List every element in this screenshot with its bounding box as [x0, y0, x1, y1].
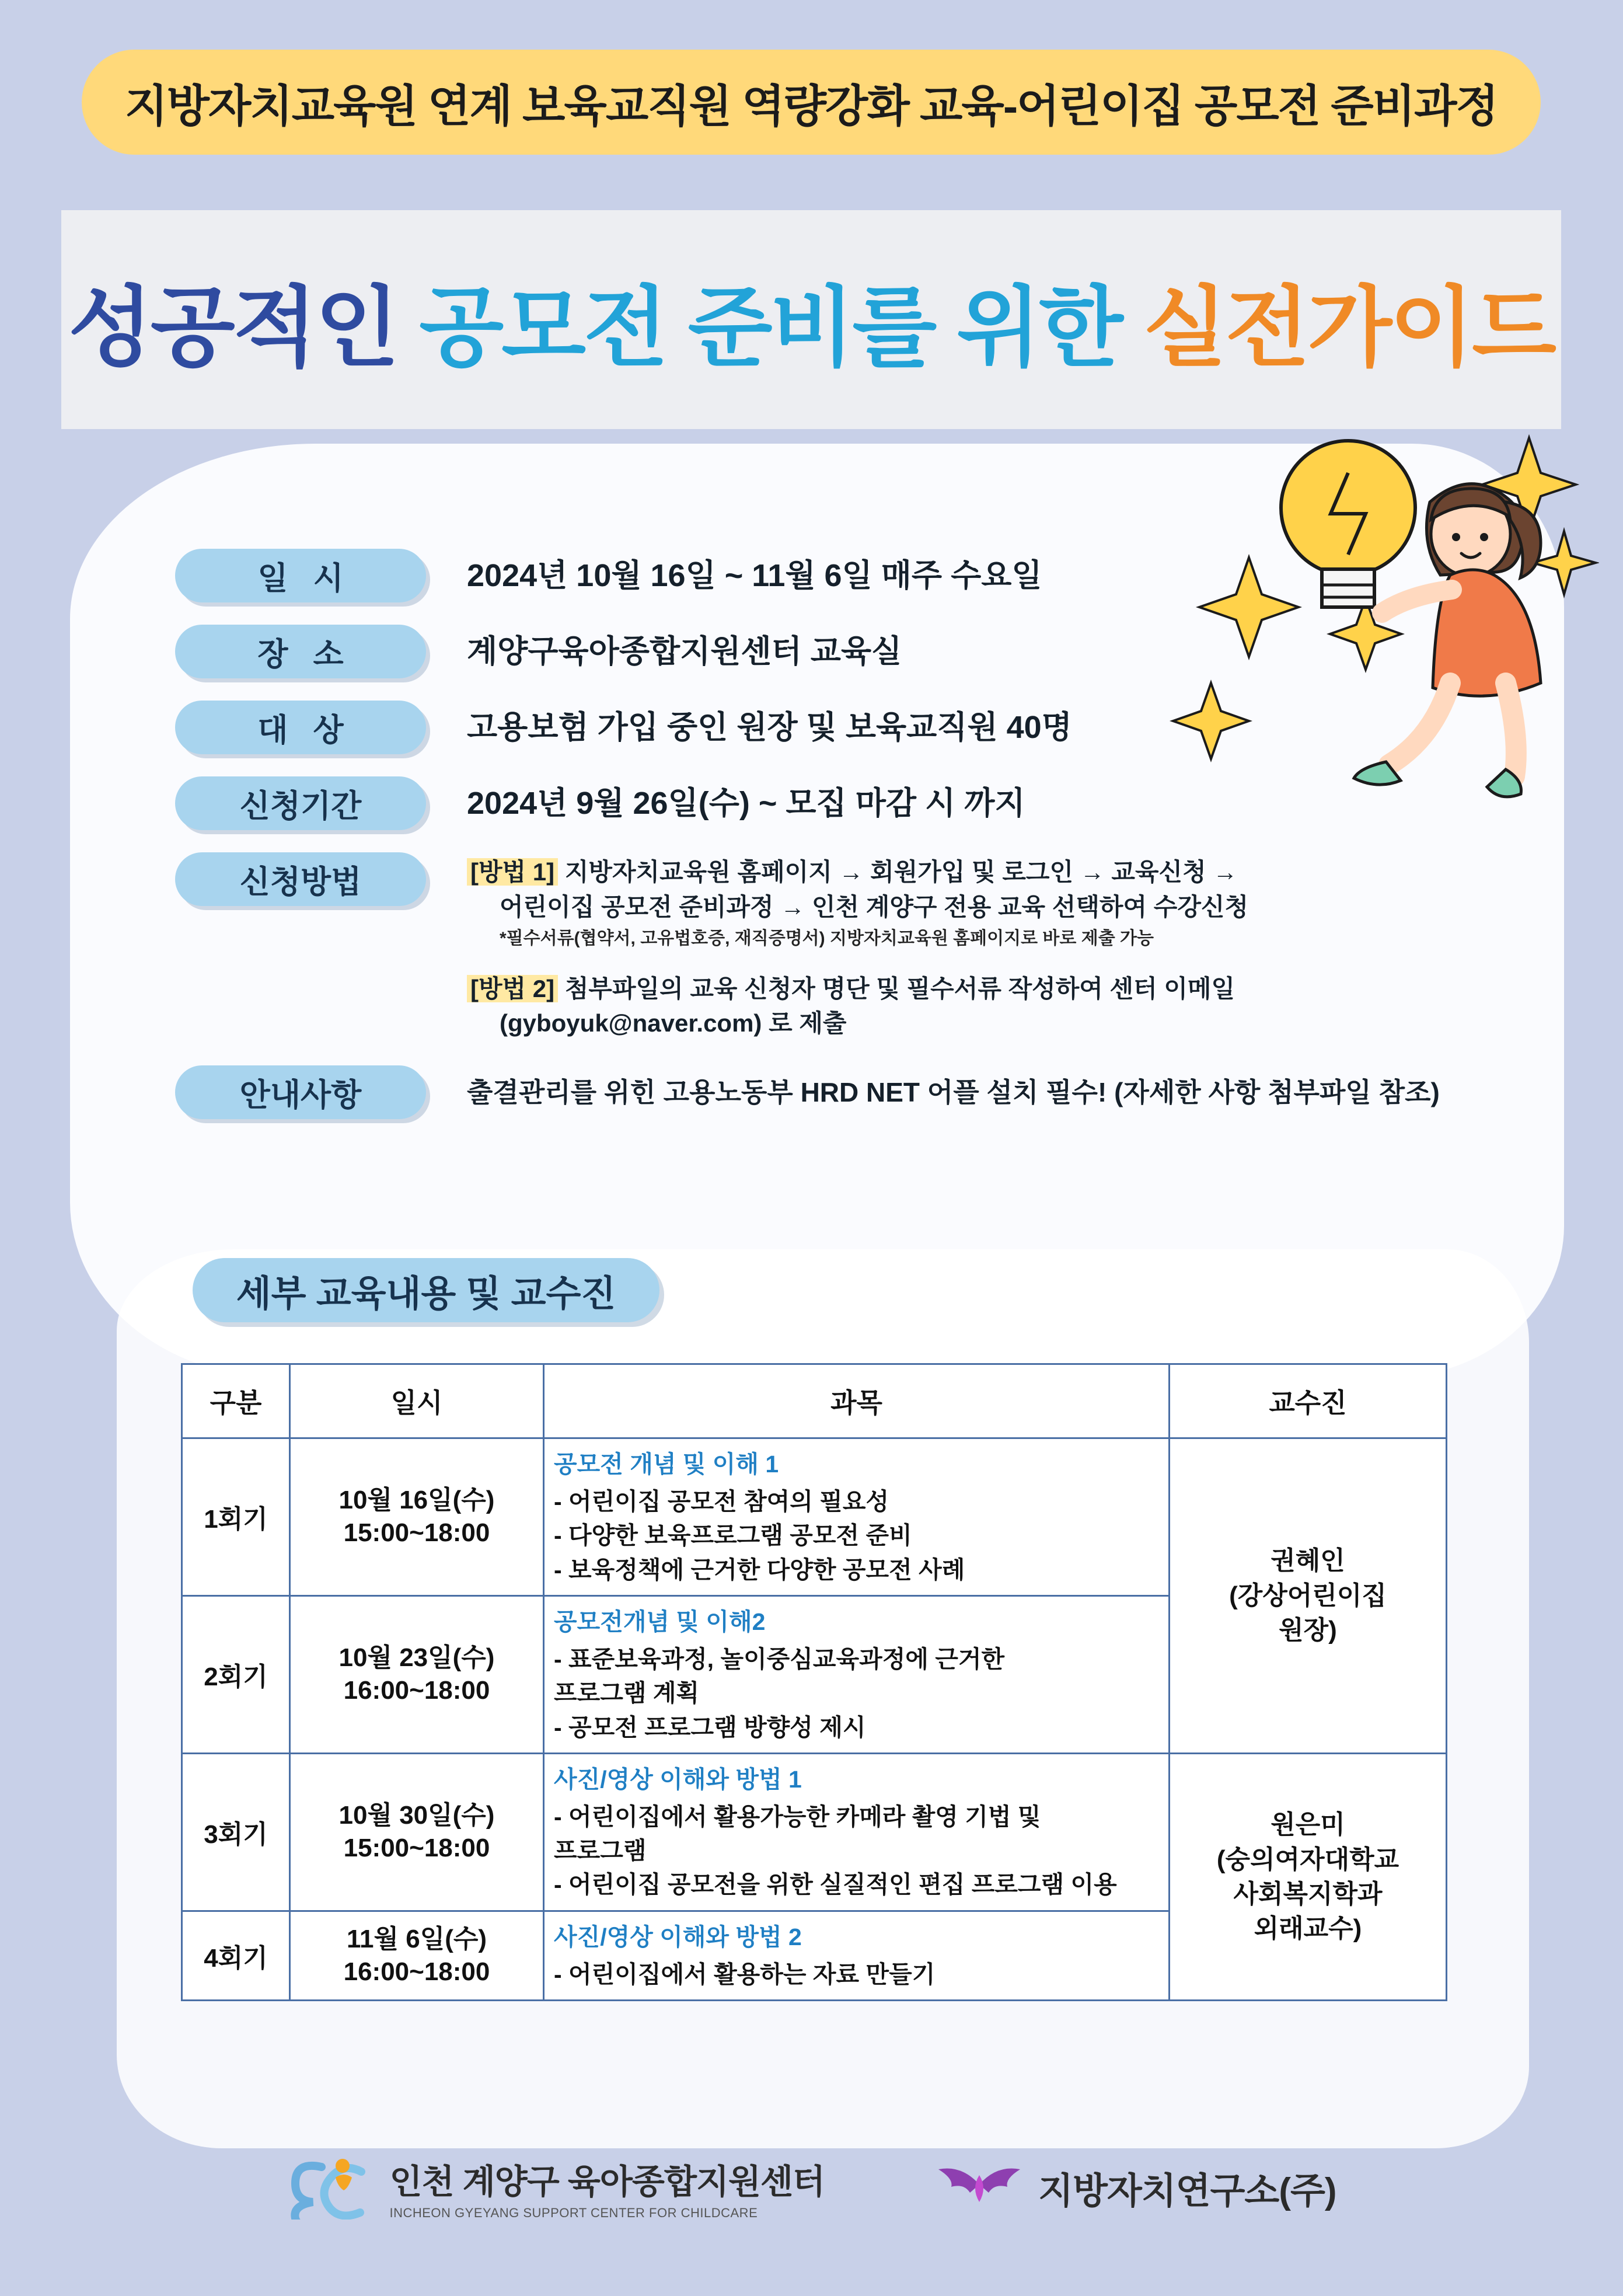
table-header-professor: 교수진 [1170, 1364, 1447, 1438]
row-2-time: 16:00~18:00 [343, 1676, 490, 1705]
row-4-subject-line-1: - 어린이집에서 활용하는 자료 만들기 [554, 1960, 936, 1988]
title-part-3: 실전가이드 [1143, 278, 1555, 377]
row-1-no: 1회기 [182, 1438, 290, 1596]
row-3-subject-line-3: - 어린이집 공모전을 위한 실질적인 편집 프로그램 이용 [554, 1871, 1117, 1898]
info-value-place: 계양구육아종합지원센터 교육실 [467, 634, 902, 669]
logo-research-institute [936, 2155, 1336, 2220]
row-2-subject [544, 1595, 1170, 1753]
table-row [182, 1438, 1447, 1596]
logo-research-text: 지방자치연구소(주) [1038, 2170, 1336, 2211]
header-banner [82, 50, 1541, 155]
method-1-line-2: 어린이집 공모전 준비과정 → 인천 계양구 전용 교육 선택하여 수강신청 [500, 893, 1249, 921]
info-row-date [175, 549, 1459, 602]
info-value-method [467, 852, 1248, 1041]
table-row [182, 1753, 1447, 1911]
method-2-tag: [방법 2] [467, 975, 558, 1002]
logo-childcare-text [389, 2154, 825, 2221]
row-2-no: 2회기 [182, 1595, 290, 1753]
header-banner-text: 지방자치교육원 연계 보육교직원 역량강화 교육-어린이집 공모전 준비과정 [125, 81, 1498, 131]
row-1-subject-line-3: - 보육정책에 근거한 다양한 공모전 사례 [554, 1556, 965, 1583]
row-1-subject-title: 공모전 개념 및 이해 1 [554, 1451, 779, 1478]
info-row-place [175, 625, 1459, 678]
row-1-when [290, 1438, 544, 1596]
professor-1-affil-2: 원장) [1279, 1616, 1337, 1645]
info-label-period: 신청기간 [175, 776, 426, 830]
logo-childcare-main: 인천 계양구 육아종합지원센터 [389, 2163, 825, 2201]
info-value-target: 고용보험 가입 중인 원장 및 보육교직원 40명 [467, 710, 1072, 745]
method-2-line-1: 첨부파일의 교육 신청자 명단 및 필수서류 작성하여 센터 이메일 [558, 974, 1235, 1002]
row-3-date: 10월 30일(수) [338, 1800, 495, 1830]
row-1-subject-line-1: - 어린이집 공모전 참여의 필요성 [554, 1488, 889, 1515]
row-4-time: 16:00~18:00 [343, 1957, 490, 1986]
row-4-subject [544, 1911, 1170, 2000]
professor-2-name: 원은미 [1271, 1810, 1345, 1839]
footer [0, 2154, 1623, 2221]
logo-childcare-sub: INCHEON GYEYANG SUPPORT CENTER FOR CHILDCARE [389, 2206, 758, 2220]
row-2-date: 10월 23일(수) [338, 1643, 495, 1672]
table-header-when: 일시 [290, 1364, 544, 1438]
row-3-no: 3회기 [182, 1753, 290, 1911]
method-2-wrap [467, 971, 1248, 1006]
section-heading: 세부 교육내용 및 교수진 [193, 1258, 659, 1322]
row-3-subject [544, 1753, 1170, 1911]
title-band [61, 210, 1561, 429]
logo-childcare-center [287, 2154, 825, 2221]
row-2-subject-title: 공모전개념 및 이해2 [554, 1608, 766, 1635]
info-label-place: 장 소 [175, 625, 426, 678]
row-4-when [290, 1911, 544, 2000]
info-row-target [175, 701, 1459, 754]
table-header-no: 구분 [182, 1364, 290, 1438]
info-label-date: 일 시 [175, 549, 426, 602]
row-2-subject-line-2: 프로그램 계획 [554, 1680, 700, 1707]
row-3-when [290, 1753, 544, 1911]
title-part-2: 공모전 준비를 위한 [419, 278, 1143, 377]
info-label-notice: 안내사항 [175, 1065, 426, 1119]
row-1-subject-line-2: - 다양한 보육프로그램 공모전 준비 [554, 1522, 912, 1549]
row-1-time: 15:00~18:00 [343, 1518, 490, 1548]
professor-2-affil-2: 사회복지학과 [1233, 1879, 1383, 1908]
info-row-method [175, 852, 1459, 1041]
table-header-row [182, 1364, 1447, 1438]
professor-1 [1170, 1438, 1447, 1754]
row-1-date: 10월 16일(수) [338, 1486, 495, 1515]
professor-2-affil-3: 외래교수) [1254, 1914, 1362, 1943]
row-4-date: 11월 6일(수) [346, 1924, 487, 1953]
row-2-subject-line-1: - 표준보육과정, 놀이중심교육과정에 근거한 [554, 1646, 1005, 1673]
info-value-date: 2024년 10월 16일 ~ 11월 6일 매주 수요일 [467, 558, 1042, 593]
schedule-table [181, 1363, 1447, 2001]
row-3-subject-line-1: - 어린이집에서 활용가능한 카메라 촬영 기법 및 [554, 1803, 1041, 1830]
professor-2-affil-1: (숭의여자대학교 [1216, 1845, 1399, 1874]
method-1-line-1: 지방자치교육원 홈페이지 → 회원가입 및 로그인 → 교육신청 → [558, 858, 1238, 886]
page-title [68, 257, 1554, 383]
professor-1-affil-1: (강상어린이집 [1229, 1581, 1387, 1610]
info-label-target: 대 상 [175, 701, 426, 754]
row-3-time: 15:00~18:00 [343, 1834, 490, 1863]
row-3-subject-title: 사진/영상 이해와 방법 1 [554, 1765, 802, 1793]
table-header-subject: 과목 [544, 1364, 1170, 1438]
row-2-when [290, 1595, 544, 1753]
info-label-method: 신청방법 [175, 852, 426, 906]
method-2-line-2: (gyboyuk@naver.com) 로 제출 [500, 1009, 847, 1037]
info-value-notice: 출결관리를 위힌 고용노동부 HRD NET 어플 설치 필수! (자세한 사항 첨부파일 참조) [467, 1077, 1440, 1108]
info-value-period: 2024년 9월 26일(수) ~ 모집 마감 시 까지 [467, 786, 1025, 821]
info-row-notice [175, 1065, 1459, 1119]
method-1-note: *필수서류(협약서, 고유법호증, 재직증명서) 지방자치교육원 홈페이지로 바로 제출 가능 [500, 929, 1154, 949]
method-1-tag: [방법 1] [467, 858, 558, 886]
info-block [175, 549, 1459, 1141]
title-part-1: 성공적인 [68, 278, 420, 377]
row-4-no: 4회기 [182, 1911, 290, 2000]
row-4-subject-title: 사진/영상 이해와 방법 2 [554, 1923, 802, 1950]
row-1-subject [544, 1438, 1170, 1596]
professor-1-name: 권혜인 [1271, 1546, 1345, 1576]
info-row-period [175, 776, 1459, 830]
sc-logo-icon [287, 2155, 374, 2220]
professor-2 [1170, 1753, 1447, 2000]
row-3-subject-line-2: 프로그램 [554, 1837, 647, 1865]
wings-logo-icon [936, 2155, 1023, 2220]
row-2-subject-line-3: - 공모전 프로그램 방향성 제시 [554, 1713, 866, 1741]
